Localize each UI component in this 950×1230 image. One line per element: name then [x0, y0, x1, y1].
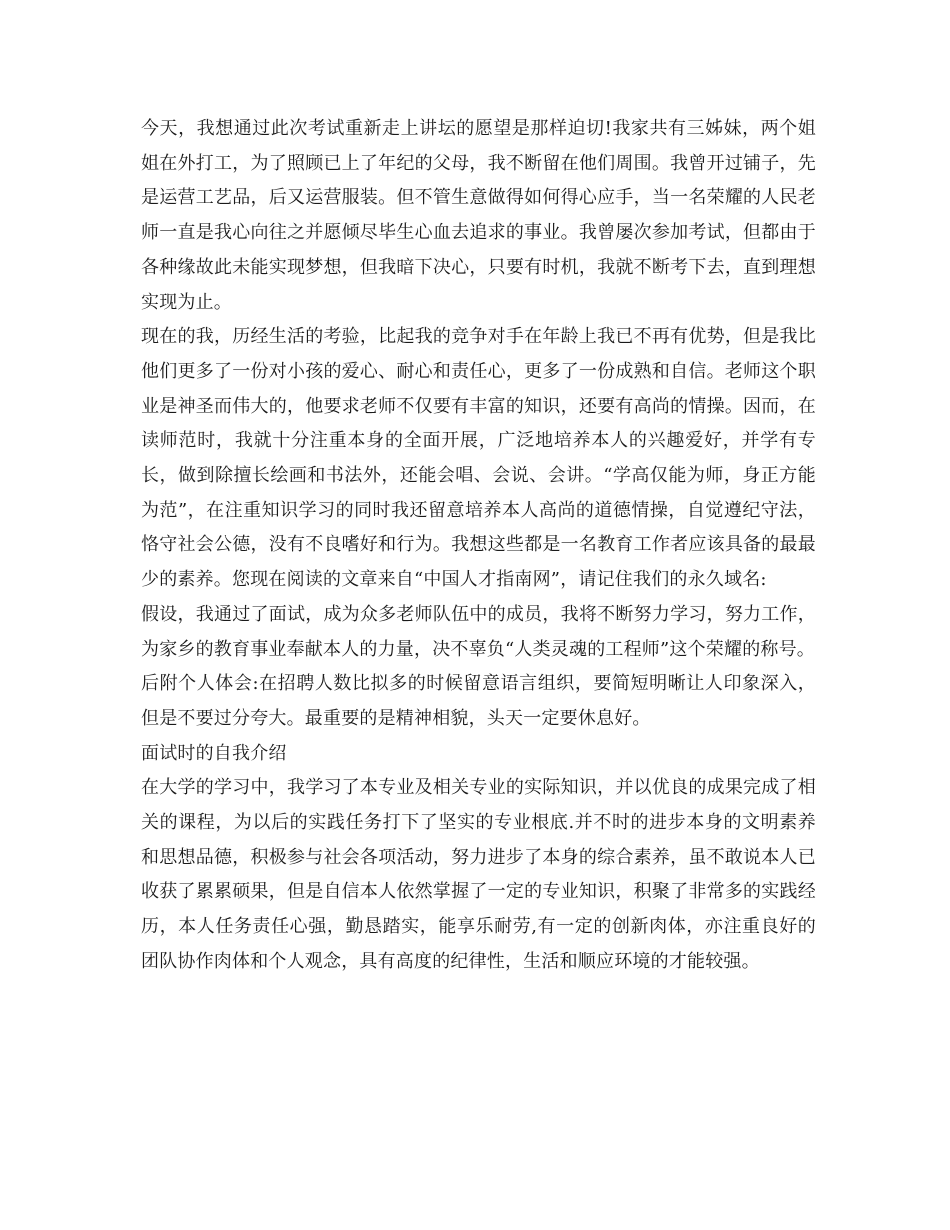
paragraph-3: 假设，我通过了面试，成为众多老师队伍中的成员，我将不断努力学习，努力工作，为家乡的教育事业奉献本人的力量，决不辜负“人类灵魂的工程师”这个荣耀的称号。 [141, 603, 816, 660]
section-heading: 面试时的自我介绍 [141, 742, 287, 764]
paragraph-4: 后附个人体会:在招聘人数比拟多的时候留意语言组织，要简短明晰让人印象深入，但是不要过分夸大。最重要的是精神相貌，头天一定要休息好。 [141, 673, 816, 729]
paragraph-2: 现在的我，历经生活的考验，比起我的竞争对手在年龄上我已不再有优势，但是我比他们更多了一份对小孩的爱心、耐心和责任心，更多了一份成熟和自信。老师这个职业是神圣而伟大的，他要求老师不仅要有丰富的知识，还要有高尚的情操。因而，在读师范时，我就十分注重本身的全面开展，广泛地培养本人的兴趣爱好，并学有专长，做到除擅长绘画和书法外，还能会唱、会说、会讲。“学高仅能为师，身正方能为范”，在注重知识学习的同时我还留意培养本人高尚的道德情操，自觉遵纪守法，恪守社会公德，没有不良嗜好和行为。我想这些都是一名教育工作者应该具备的最最少的素养。您现在阅读的文章来自“中国人才指南网”，请记住我们的永久域名: [141, 326, 816, 591]
document-body [141, 112, 816, 980]
paragraph-5: 在大学的学习中，我学习了本专业及相关专业的实际知识，并以优良的成果完成了相关的课程，为以后的实践任务打下了坚实的专业根底.并不时的进步本身的文明素养和思想品德，积极参与社会各项活动，努力进步了本身的综合素养，虽不敢说本人已收获了累累硕果，但是自信本人依然掌握了一定的专业知识，积聚了非常多的实践经历，本人任务责任心强，勤恳踏实，能享乐耐劳,有一定的创新肉体，亦注重良好的团队协作肉体和个人观念，具有高度的纪律性，生活和顺应环境的才能较强。 [141, 777, 816, 972]
paragraph-1: 今天，我想通过此次考试重新走上讲坛的愿望是那样迫切!我家共有三姊妹，两个姐姐在外打工，为了照顾已上了年纪的父母，我不断留在他们周围。我曾开过铺子，先是运营工艺品，后又运营服装。但不管生意做得如何得心应手，当一名荣耀的人民老师一直是我心向往之并愿倾尽毕生心血去追求的事业。我曾屡次参加考试，但都由于各种缘故此未能实现梦想，但我暗下决心，只要有时机，我就不断考下去，直到理想实现为止。 [141, 118, 816, 313]
